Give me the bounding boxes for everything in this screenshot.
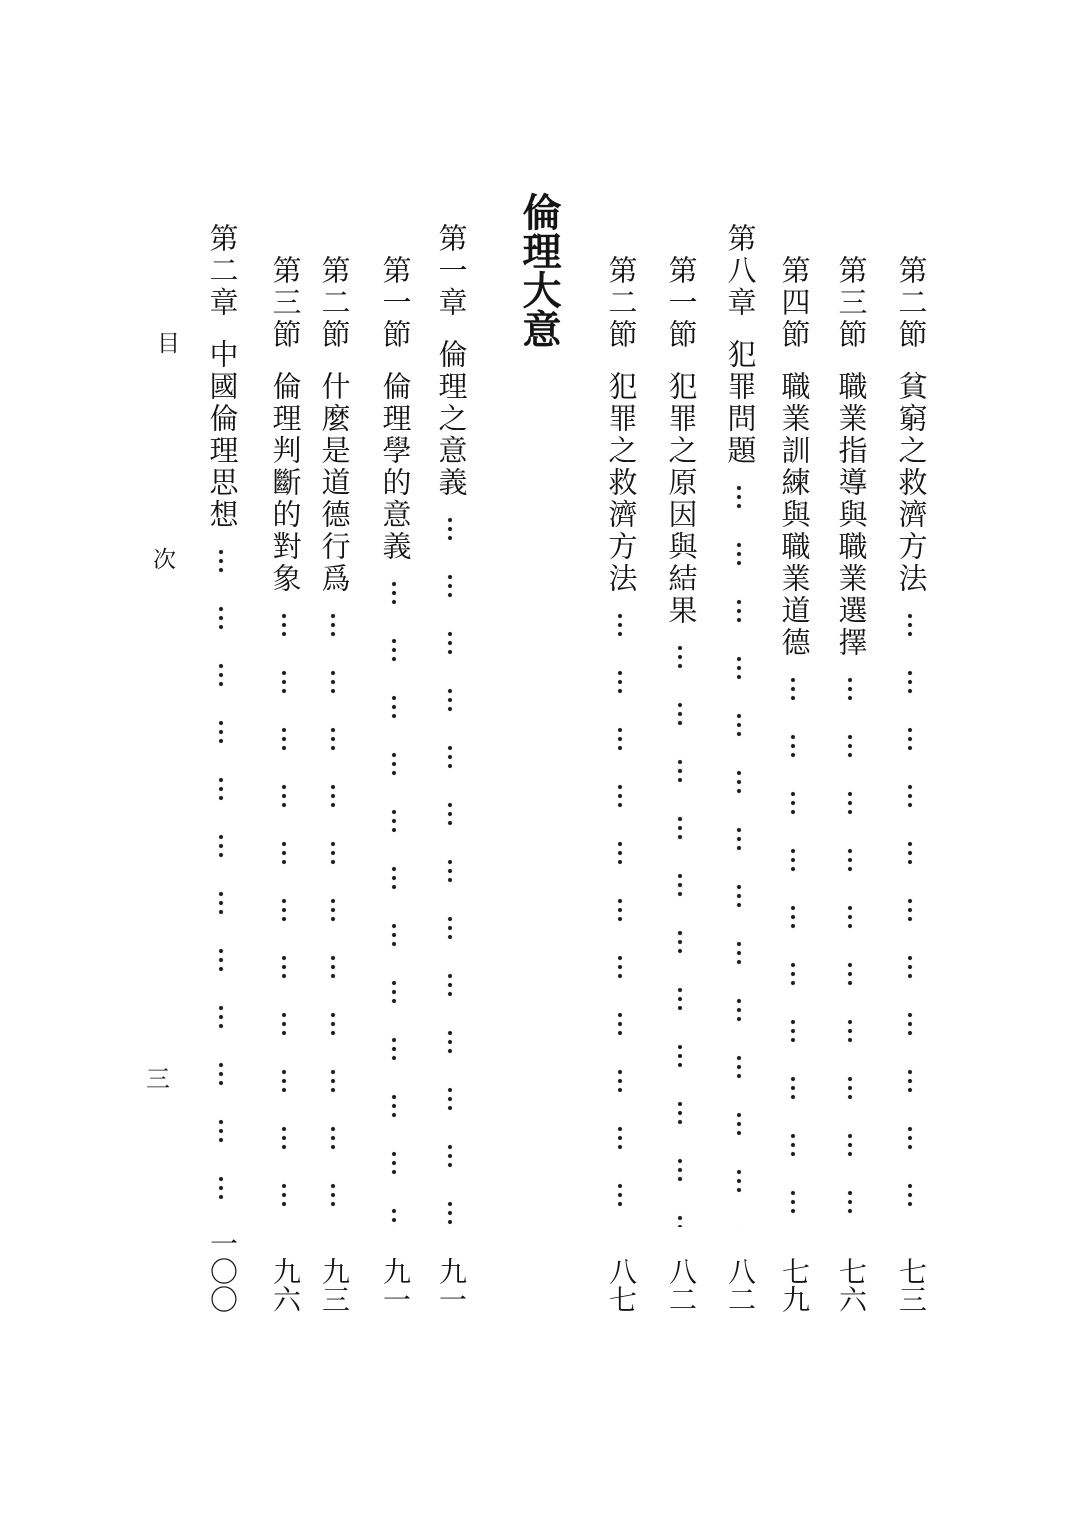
entry-page-number: 九三: [318, 1257, 349, 1313]
leader-dots: [279, 611, 289, 1227]
margin-header-char: 次: [153, 547, 176, 572]
entry-label: 第八章: [723, 223, 756, 319]
entry-label: 第三節: [834, 255, 867, 351]
entry-page-number: 七九: [778, 1257, 809, 1313]
toc-entry: [265, 255, 303, 1313]
leader-dots: [734, 483, 744, 1227]
leader-dots: [328, 611, 338, 1227]
entry-page-number: 八二: [665, 1257, 696, 1313]
entry-label: 第一節: [664, 255, 697, 351]
entry-label: 第一節: [378, 255, 411, 351]
toc-entry: [601, 255, 639, 1313]
section-title: 倫理大意: [517, 192, 560, 348]
entry-title: 倫理之意義: [434, 339, 467, 499]
entry-page-number: 八二: [724, 1257, 755, 1313]
leader-dots: [445, 515, 455, 1227]
folio-page-number: 三: [146, 1067, 170, 1093]
entry-page-number: 九一: [435, 1257, 466, 1313]
entry-title: 職業指導與職業選擇: [834, 371, 867, 659]
leader-dots: [615, 611, 625, 1227]
margin-header-char: 目: [157, 331, 180, 356]
entry-page-number: 八七: [605, 1257, 636, 1313]
leader-dots: [675, 643, 685, 1227]
entry-title: 犯罪之原因與結果: [664, 371, 697, 627]
entry-title: 犯罪之救濟方法: [604, 371, 637, 595]
leader-dots: [389, 579, 399, 1227]
toc-entry: [431, 223, 469, 1313]
entry-label: 第二節: [604, 255, 637, 351]
entry-label: 第二章: [205, 223, 238, 319]
entry-title: 中國倫理思想: [205, 339, 238, 531]
entry-title: 犯罪問題: [723, 339, 756, 467]
toc-entry: [831, 255, 869, 1313]
entry-label: 第二節: [317, 255, 350, 351]
entry-title: 倫理判斷的對象: [268, 371, 301, 595]
entry-page-number: 七六: [835, 1257, 866, 1313]
toc-entry: [375, 255, 413, 1313]
toc-entry: [891, 255, 929, 1313]
entry-title: 貧窮之救濟方法: [894, 371, 927, 595]
entry-page-number: 七三: [895, 1257, 926, 1313]
toc-entry: [774, 255, 812, 1313]
entry-page-number: 一〇〇: [206, 1229, 237, 1313]
entry-title: 職業訓練與職業道德: [777, 371, 810, 659]
entry-title: 倫理學的意義: [378, 371, 411, 563]
leader-dots: [216, 547, 226, 1199]
entry-label: 第四節: [777, 255, 810, 351]
leader-dots: [788, 675, 798, 1227]
entry-title: 什麼是道德行爲: [317, 371, 350, 595]
entry-page-number: 九六: [269, 1257, 300, 1313]
entry-label: 第二節: [894, 255, 927, 351]
leader-dots: [845, 675, 855, 1227]
toc-entry: [661, 255, 699, 1313]
entry-page-number: 九一: [379, 1257, 410, 1313]
entry-label: 第三節: [268, 255, 301, 351]
entry-label: 第一章: [434, 223, 467, 319]
toc-entry: [314, 255, 352, 1313]
toc-entry: [720, 223, 758, 1313]
toc-entry: [202, 223, 240, 1313]
leader-dots: [905, 611, 915, 1227]
